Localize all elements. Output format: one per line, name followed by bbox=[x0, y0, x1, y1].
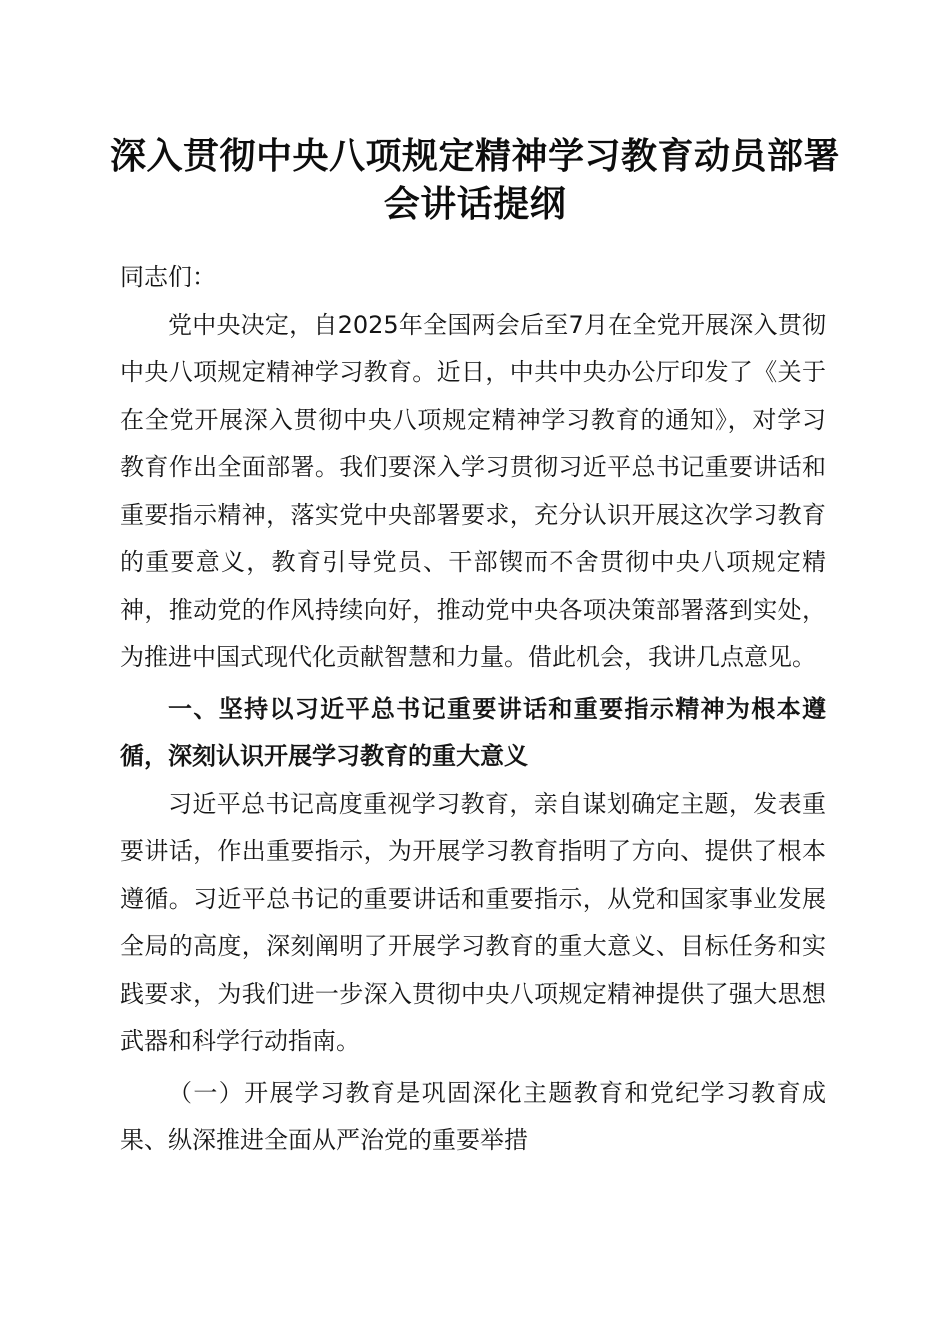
section-heading-1: 一、坚持以习近平总书记重要讲话和重要指示精神为根本遵循，深刻认识开展学习教育的重大意义 bbox=[120, 694, 826, 770]
section-1-paragraph: 习近平总书记高度重视学习教育，亲自谋划确定主题，发表重要讲话，作出重要指示，为开展学习教育指明了方向、提供了根本遵循。习近平总书记的重要讲话和重要指示，从党和国家事业发展全局的高度，深刻阐明了开展学习教育的重大意义、目标任务和实践要求，为我们进一步深入贯彻中央八项规定精神提供了强大思想武器和科学行动指南。 bbox=[120, 789, 826, 1055]
subsection-heading-1: （一）开展学习教育是巩固深化主题教育和党纪学习教育成果、纵深推进全面从严治党的重要举措 bbox=[120, 1078, 826, 1154]
document-title: 深入贯彻中央八项规定精神学习教育动员部署会讲话提纲 bbox=[110, 135, 841, 225]
document-body bbox=[120, 254, 826, 1165]
greeting: 同志们： bbox=[120, 263, 216, 291]
intro-paragraph: 党中央决定，自2025年全国两会后至7月在全党开展深入贯彻中央八项规定精神学习教育。近日，中共中央办公厅印发了《关于在全党开展深入贯彻中央八项规定精神学习教育的通知》，对学习教育作出全面部署。我们要深入学习贯彻习近平总书记重要讲话和重要指示精神，落实党中央部署要求，充分认识开展这次学习教育的重要意义，教育引导党员、干部锲而不舍贯彻中央八项规定精神，推动党的作风持续向好，推动党中央各项决策部署落到实处，为推进中国式现代化贡献智慧和力量。借此机会，我讲几点意见。 bbox=[120, 310, 826, 671]
